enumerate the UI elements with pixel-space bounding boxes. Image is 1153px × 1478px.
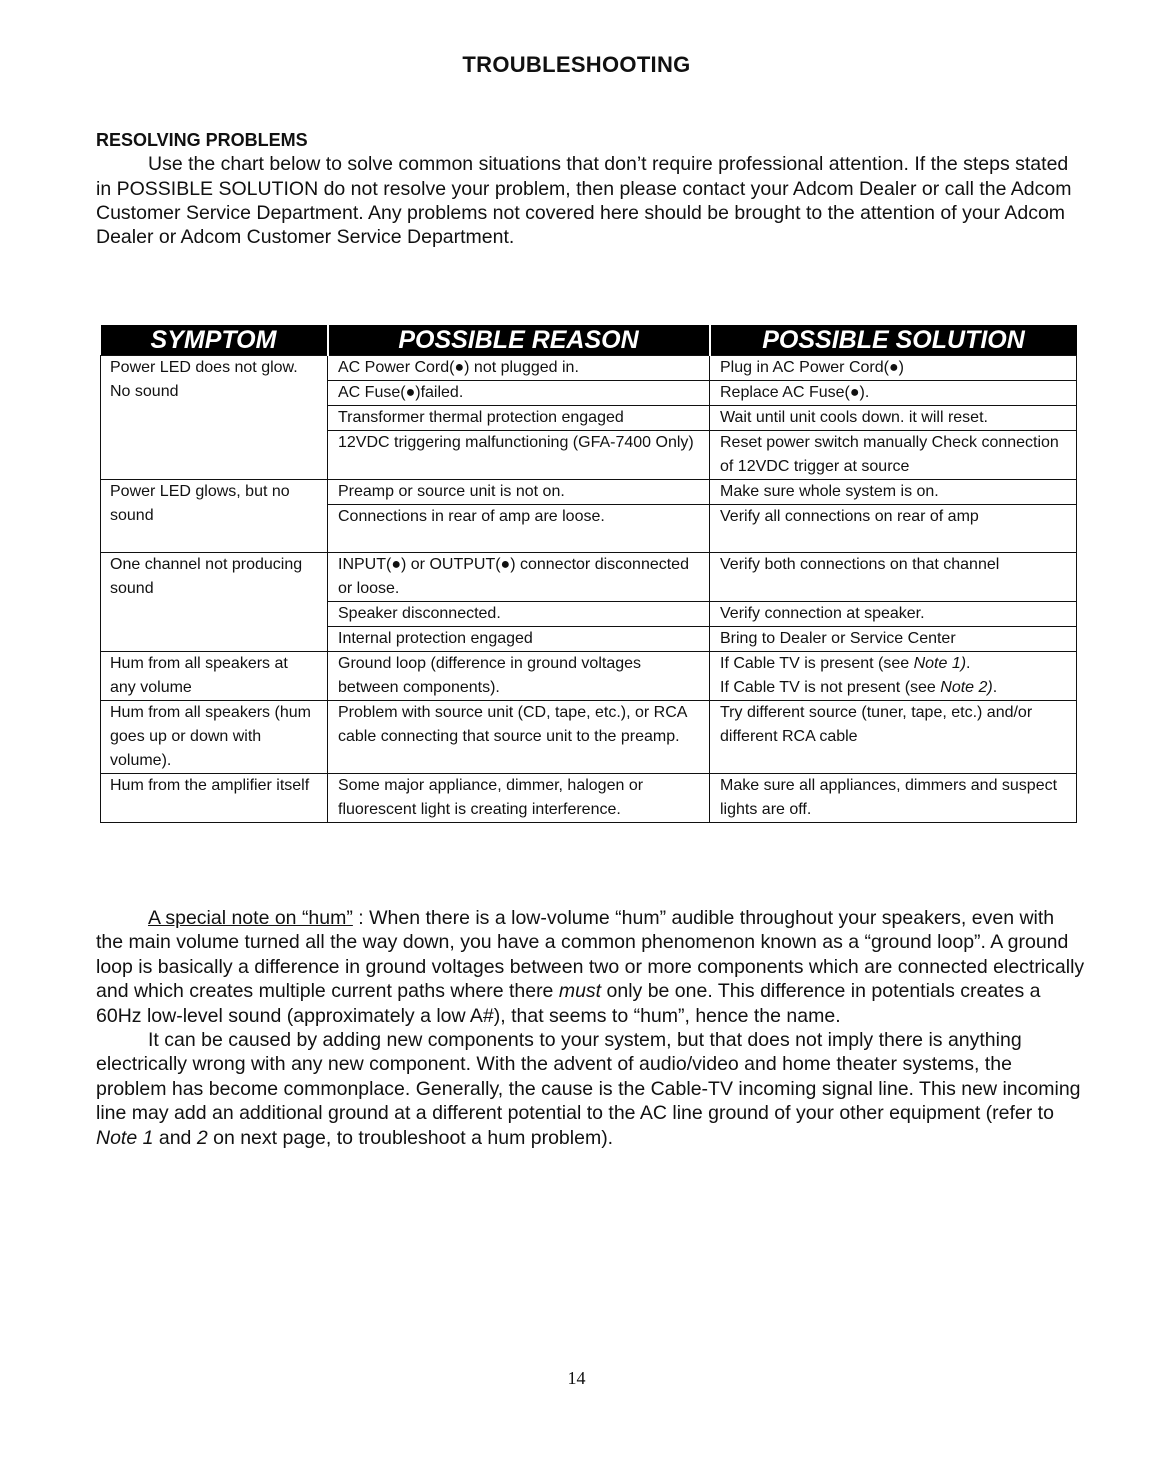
solution-cell: Try different source (tuner, tape, etc.) and/or different RCA cable (710, 701, 1077, 774)
troubleshooting-table (100, 325, 1077, 823)
solution-cell: Bring to Dealer or Service Center (710, 627, 1077, 652)
header-symptom: SYMPTOM (101, 325, 328, 356)
table-row (101, 480, 1077, 505)
section-heading: RESOLVING PROBLEMS (96, 130, 308, 150)
reason-cell: AC Power Cord(●) not plugged in. (328, 356, 710, 381)
reason-cell: Connections in rear of amp are loose. (328, 505, 710, 553)
reason-cell: Preamp or source unit is not on. (328, 480, 710, 505)
solution-cell: Plug in AC Power Cord(●) (710, 356, 1077, 381)
reason-cell: Transformer thermal protection engaged (328, 406, 710, 431)
table-row (101, 553, 1077, 602)
table-row (101, 774, 1077, 823)
solution-text: If Cable TV is present (see (720, 655, 914, 672)
note-emphasis: must (558, 980, 602, 1003)
symptom-cell: Power LED glows, but no sound (101, 480, 328, 553)
reason-cell: INPUT(●) or OUTPUT(●) connector disconnected or loose. (328, 553, 710, 602)
hum-note-paragraph-1 (96, 906, 1086, 1028)
symptom-cell: Hum from all speakers (hum goes up or down with volume). (101, 701, 328, 774)
header-possible-solution: POSSIBLE SOLUTION (710, 325, 1077, 356)
solution-cell (710, 652, 1077, 701)
note-text: It can be caused by adding new components to your system, but that does not imply there is anything electrically wrong with any new component. With the advent of audio/video and home theater systems, the problem has become commonplace. Generally, the cause is the Cable-TV incoming signal line. This new incoming line may add an additional ground at a different potential to the AC line ground of your other equipment (refer to (96, 1029, 1081, 1125)
note-text: on next page, to troubleshoot a hum problem). (207, 1126, 614, 1149)
solution-cell: Reset power switch manually Check connection of 12VDC trigger at source (710, 431, 1077, 480)
intro-paragraph: Use the chart below to solve common situations that don’t require professional attention. If the steps stated in POSSIBLE SOLUTION do not resolve your problem, then please contact your Adcom Dealer or call the Adcom Customer Service Department. Any problems not covered here should be brought to the attention of your Adcom Dealer or Adcom Customer Service Department. (96, 153, 1072, 249)
symptom-cell: One channel not producing sound (101, 553, 328, 652)
symptom-cell: Hum from all speakers at any volume (101, 652, 328, 701)
hum-note-paragraph-2 (96, 1028, 1086, 1150)
table-header-row (101, 325, 1077, 356)
solution-cell: Verify all connections on rear of amp (710, 505, 1077, 553)
solution-cell: Wait until unit cools down. it will reset. (710, 406, 1077, 431)
table-row (101, 356, 1077, 381)
hum-note-label: A special note on “hum” (148, 907, 353, 929)
page-title: TROUBLESHOOTING (462, 52, 691, 77)
note-text: only be one. This difference in potentials creates a 60Hz low-level sound (approximately a low A#), that seems to “hum”, hence the name. (96, 980, 1041, 1027)
solution-cell: Replace AC Fuse(●). (710, 381, 1077, 406)
reason-cell: Ground loop (difference in ground voltages between components). (328, 652, 710, 701)
solution-text: . (992, 679, 998, 696)
solution-text: If Cable TV is not present (see (720, 679, 941, 696)
reason-cell: Some major appliance, dimmer, halogen or fluorescent light is creating interference. (328, 774, 710, 823)
symptom-cell: Hum from the amplifier itself (101, 774, 328, 823)
solution-cell: Make sure whole system is on. (710, 480, 1077, 505)
reason-cell: Internal protection engaged (328, 627, 710, 652)
table-row (101, 652, 1077, 701)
reason-cell: Problem with source unit (CD, tape, etc.), or RCA cable connecting that source unit to the preamp. (328, 701, 710, 774)
note-text: : When there is a low-volume “hum” audible throughout your speakers, even with the main volume turned all the way down, you have a common phenomenon known as a “ground loop”. A ground loop is basically a difference in ground voltages between two or more components which are connected electrically and which creates multiple current paths where there (96, 907, 1085, 1003)
note-reference: Note 1) (913, 655, 967, 672)
solution-cell: Verify both connections on that channel (710, 553, 1077, 602)
reason-cell: AC Fuse(●)failed. (328, 381, 710, 406)
note-reference: Note 1 (96, 1126, 154, 1149)
table-row (101, 701, 1077, 774)
note-reference: 2 (196, 1126, 208, 1149)
page-number: 14 (567, 1368, 586, 1388)
reason-cell: 12VDC triggering malfunctioning (GFA-7400 Only) (328, 431, 710, 480)
reason-cell: Speaker disconnected. (328, 602, 710, 627)
solution-cell: Verify connection at speaker. (710, 602, 1077, 627)
hum-note-section (96, 906, 1086, 1150)
note-reference: Note 2) (940, 679, 993, 696)
header-possible-reason: POSSIBLE REASON (328, 325, 710, 356)
solution-cell: Make sure all appliances, dimmers and suspect lights are off. (710, 774, 1077, 823)
symptom-cell: Power LED does not glow. No sound (101, 356, 328, 480)
solution-text: . (966, 655, 971, 672)
note-text: and (153, 1126, 197, 1149)
intro-section (96, 128, 1086, 249)
